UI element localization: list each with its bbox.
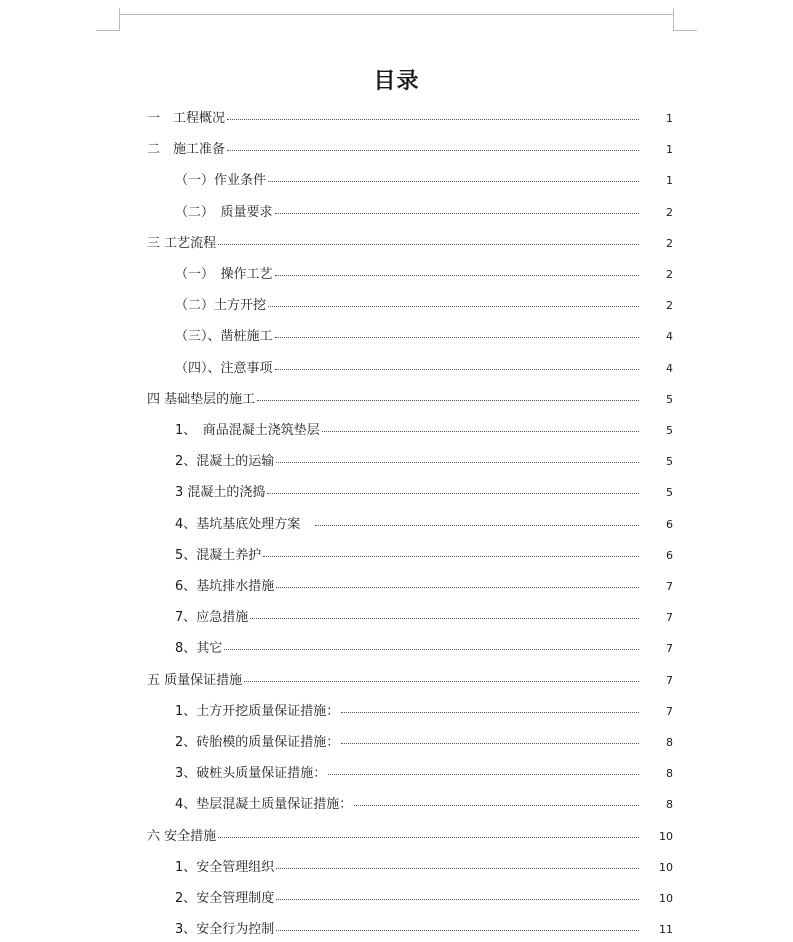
toc-entry[interactable] [0,546,793,564]
toc-dot-leader [276,856,639,869]
toc-entry-label: 2、砖胎模的质量保证措施： [175,735,340,750]
toc-dot-leader [218,825,639,838]
header-boundary-line [120,14,673,15]
toc-entry[interactable] [0,889,793,907]
toc-entry-label: 2、安全管理制度 [175,891,275,906]
toc-entry-page-number: 7 [666,580,673,593]
toc-entry[interactable] [0,483,793,501]
toc-entry-page-number: 2 [666,268,673,281]
toc-dot-leader [276,450,639,463]
toc-dot-leader [328,762,639,775]
toc-entry-page-number: 5 [666,392,673,406]
toc-entry-page-number: 7 [666,704,673,718]
toc-entry[interactable] [0,702,793,720]
toc-dot-leader [275,357,639,370]
toc-entry[interactable] [0,390,793,408]
toc-entry[interactable] [0,296,793,314]
toc-entry-label: （二） 质量要求 [175,204,273,220]
toc-entry[interactable] [0,795,793,813]
toc-entry-page-number: 4 [666,361,673,375]
toc-dot-leader [250,606,639,619]
toc-entry[interactable] [0,452,793,470]
toc-entry-page-number: 8 [666,736,673,749]
toc-entry-label: （三）、凿桩施工 [175,329,273,345]
toc-entry-page-number: 10 [659,829,673,843]
toc-entry-page-number: 6 [666,548,673,562]
toc-entry-label: 1、土方开挖质量保证措施： [175,703,340,719]
toc-dot-leader [276,918,639,931]
toc-dot-leader [268,169,639,182]
toc-entry-page-number: 2 [666,205,673,219]
toc-entry[interactable] [0,858,793,876]
toc-dot-leader [354,793,639,806]
toc-entry-page-number: 7 [666,611,673,625]
toc-dot-leader [276,887,639,900]
toc-dot-leader [257,388,639,401]
toc-dot-leader [267,481,639,494]
toc-entry[interactable] [0,764,793,782]
toc-entry-label: 5、混凝土养护 [175,547,262,563]
toc-entry-page-number: 8 [666,767,673,781]
toc-title: 目录 [373,68,420,94]
toc-entry-label: （一） 操作工艺 [175,267,273,282]
toc-entry[interactable] [0,608,793,626]
toc-entry-page-number: 7 [666,673,673,687]
toc-dot-leader [227,138,639,151]
toc-dot-leader [268,294,639,307]
toc-entry-page-number: 6 [666,517,673,531]
toc-dot-leader [275,263,639,276]
toc-entry-label: 4、基坑基底处理方案 [175,516,314,532]
toc-entry-label: 二 施工准备 [147,142,226,158]
toc-entry-page-number: 1 [666,112,673,125]
toc-entry-page-number: 5 [666,455,673,469]
toc-entry-label: 一 工程概况 [147,111,226,126]
toc-entry[interactable] [0,234,793,252]
toc-entry-label: 3、破桩头质量保证措施： [175,766,327,782]
toc-entry[interactable] [0,140,793,158]
toc-entry[interactable] [0,203,793,221]
toc-entry[interactable] [0,359,793,377]
toc-dot-leader [276,575,639,588]
toc-entry[interactable] [0,920,793,938]
toc-entry[interactable] [0,515,793,533]
toc-entry[interactable] [0,421,793,439]
toc-dot-leader [315,513,639,526]
left-corner-mark-horizontal [96,30,120,31]
toc-entry-label: 6、基坑排水措施 [175,579,275,594]
toc-entry[interactable] [0,265,793,283]
toc-entry-label: 2、混凝土的运输 [175,454,275,470]
toc-dot-leader [275,201,639,214]
toc-entry-label: 1、安全管理组织 [175,859,275,875]
toc-entry-page-number: 11 [659,923,673,937]
toc-entry-page-number: 10 [659,892,673,905]
toc-entry[interactable] [0,109,793,127]
toc-entry-label: 三 工艺流程 [147,235,217,251]
toc-dot-leader [263,544,639,557]
toc-entry-page-number: 2 [666,299,673,313]
toc-entry-label: 六 安全措施 [147,828,217,844]
toc-entry-label: 3 混凝土的浇捣 [175,485,266,501]
toc-entry-page-number: 2 [666,236,673,250]
toc-entry-label: 8、其它 [175,641,223,657]
toc-entry-label: 四 基础垫层的施工 [147,391,256,407]
toc-dot-leader [341,700,639,713]
toc-entry-page-number: 8 [666,798,673,812]
toc-entry-page-number: 7 [666,642,673,656]
toc-entry[interactable] [0,577,793,595]
toc-dot-leader [227,107,639,120]
toc-entry[interactable] [0,671,793,689]
toc-entry[interactable] [0,733,793,751]
toc-entry-label: （一）作业条件 [175,173,267,189]
right-corner-mark-horizontal [673,30,697,31]
toc-dot-leader [224,637,639,650]
toc-entry-page-number: 1 [666,174,673,188]
toc-dot-leader [341,731,639,744]
toc-dot-leader [244,669,639,682]
toc-entry-label: （二）土方开挖 [175,298,267,314]
right-corner-mark-vertical [673,8,674,30]
toc-entry[interactable] [0,327,793,345]
toc-entry[interactable] [0,827,793,845]
toc-entry-label: （四）、注意事项 [175,360,273,376]
toc-entry-page-number: 5 [666,486,673,500]
toc-entry-page-number: 1 [666,143,673,157]
toc-entry[interactable] [0,171,793,189]
toc-entry-label: 1、 商品混凝土浇筑垫层 [175,423,320,438]
toc-entry-page-number: 4 [666,330,673,344]
toc-entry-label: 7、应急措施 [175,610,249,626]
toc-entry-label: 五 质量保证措施 [147,672,243,688]
left-corner-mark-vertical [119,8,120,30]
toc-dot-leader [275,325,639,338]
toc-dot-leader [218,232,639,245]
toc-entry-label: 4、垫层混凝土质量保证措施： [175,797,353,813]
toc-entry-page-number: 5 [666,424,673,437]
toc-entry-label: 3、安全行为控制 [175,922,275,938]
toc-dot-leader [322,419,639,432]
toc-entry-page-number: 10 [659,860,673,874]
toc-entry[interactable] [0,639,793,657]
